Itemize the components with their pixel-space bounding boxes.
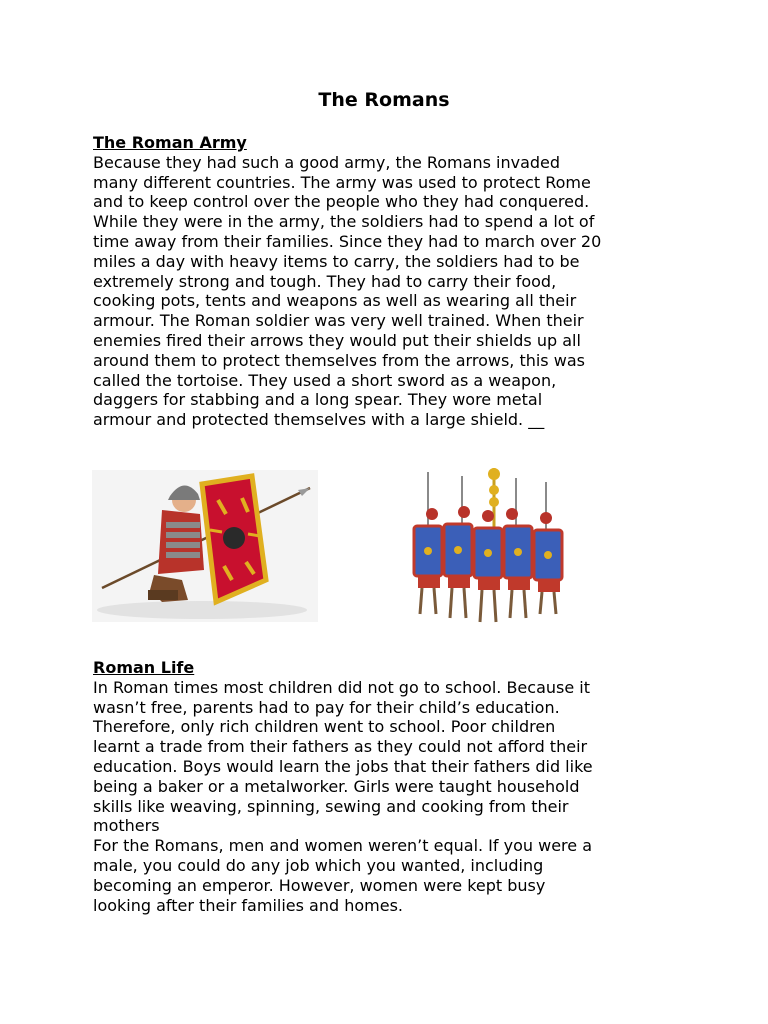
paragraph-line: Because they had such a good army, the Romans invaded [93, 152, 561, 172]
paragraph-line: called the tortoise. They used a short sword as a weapon, [93, 370, 557, 390]
paragraph-line: miles a day with heavy items to carry, the soldiers had to be [93, 251, 580, 271]
paragraph-line: armour and protected themselves with a large shield. __ [93, 410, 545, 430]
paragraph-line: mothers [93, 816, 160, 836]
section-heading: The Roman Army [93, 133, 247, 152]
paragraph-line: For the Romans, men and women weren’t equal. If you were a [93, 836, 592, 856]
section-roman-life [93, 658, 693, 915]
paragraph-line: time away from their families. Since they had to march over 20 [93, 231, 602, 251]
paragraph-line: enemies fired their arrows they would put their shields up all [93, 330, 581, 350]
paragraph-line: cooking pots, tents and weapons as well as wearing all their [93, 291, 577, 311]
paragraph-line: daggers for stabbing and a long spear. They wore metal [93, 390, 543, 410]
paragraph-line: wasn’t free, parents had to pay for their child’s education. [93, 697, 560, 717]
paragraph-line: armour. The Roman soldier was very well trained. When their [93, 311, 584, 331]
paragraph-line: being a baker or a metalworker. Girls were taught household [93, 776, 580, 796]
kneeling-soldier-image [92, 470, 318, 622]
paragraph-line: Therefore, only rich children went to school. Poor children [93, 717, 556, 737]
tortoise-formation-image [404, 462, 584, 630]
paragraph-line: skills like weaving, spinning, sewing and cooking from their [93, 796, 569, 816]
paragraph-line: education. Boys would learn the jobs that their fathers did like [93, 756, 593, 776]
paragraph-line: around them to protect themselves from the arrows, this was [93, 350, 585, 370]
paragraph-line: male, you could do any job which you wanted, including [93, 855, 544, 875]
kneeling-soldier-illustration [92, 470, 318, 622]
paragraph-line: learnt a trade from their fathers as they could not afford their [93, 737, 588, 757]
paragraph-line: becoming an emperor. However, women were kept busy [93, 875, 546, 895]
paragraph-line: In Roman times most children did not go to school. Because it [93, 677, 590, 697]
paragraph-line: looking after their families and homes. [93, 895, 404, 915]
paragraph-line: and to keep control over the people who they had conquered. [93, 192, 590, 212]
section-heading: Roman Life [93, 658, 195, 677]
paragraph-line: extremely strong and tough. They had to carry their food, [93, 271, 557, 291]
section-roman-army [93, 133, 693, 430]
paragraph-line: many different countries. The army was used to protect Rome [93, 172, 591, 192]
tortoise-formation-illustration [404, 462, 584, 630]
paragraph-line: While they were in the army, the soldiers had to spend a lot of [93, 212, 595, 232]
page-title: The Romans [318, 89, 450, 111]
